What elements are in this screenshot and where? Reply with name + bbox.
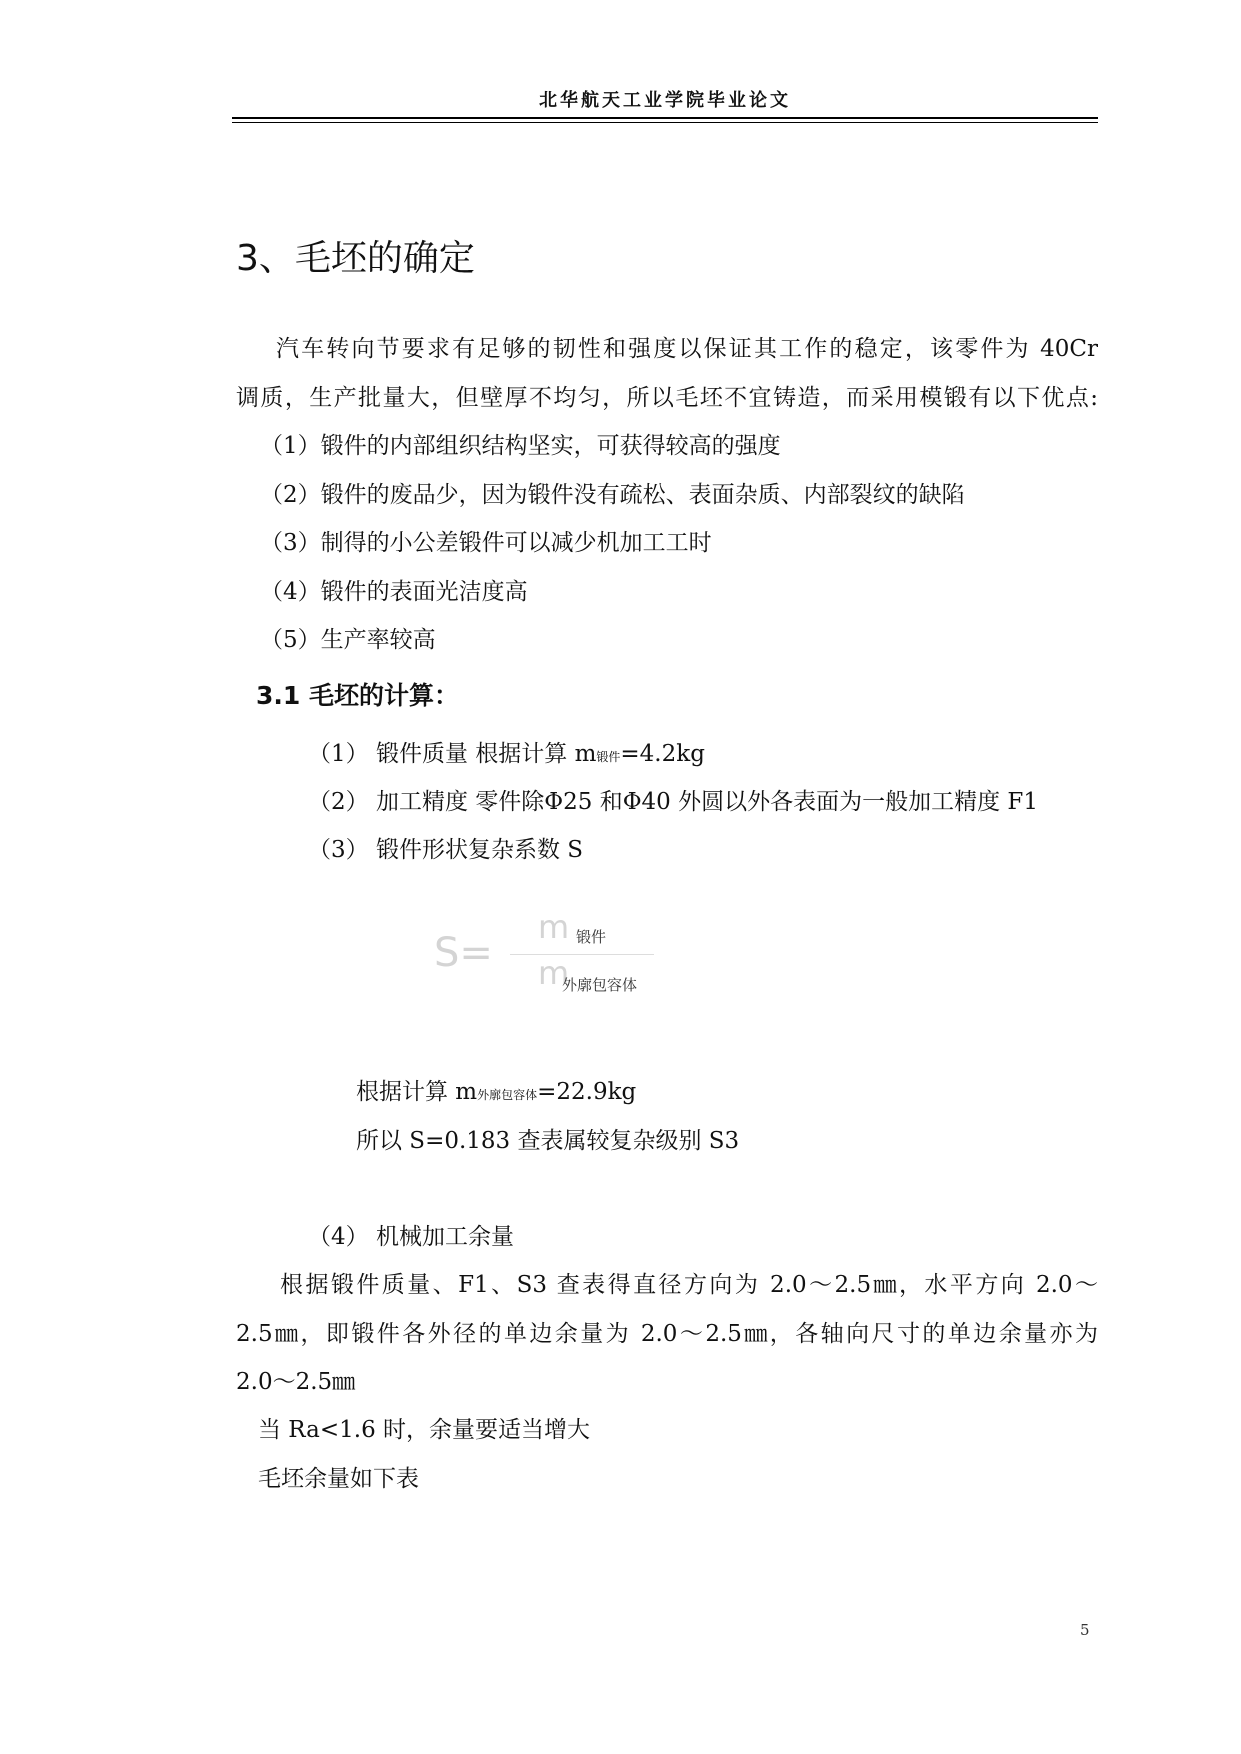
result-line-2: 所以 S=0.183 查表属较复杂级别 S3 <box>356 1128 740 1154</box>
complexity-formula <box>426 908 658 998</box>
header-rule-thin <box>232 122 1098 123</box>
allowance-text-line-1: 根据锻件质量、F1、S3 查表得直径方向为 2.0～2.5㎜，水平方向 2.0～ <box>280 1272 1098 1298</box>
advantage-item-1: （1）锻件的内部组织结构坚实，可获得较高的强度 <box>260 433 781 459</box>
formula-denominator-symbol: m <box>538 954 570 992</box>
formula-lhs: S= <box>434 930 493 976</box>
formula-fraction-bar <box>510 954 654 955</box>
page-number: 5 <box>1080 1621 1090 1639</box>
advantage-item-2: （2）锻件的废品少，因为锻件没有疏松、表面杂质、内部裂纹的缺陷 <box>260 482 965 508</box>
advantage-item-3: （3）制得的小公差锻件可以减少机加工工时 <box>260 530 712 556</box>
calc-item-2: （2） 加工精度 零件除Φ25 和Φ40 外圆以外各表面为一般加工精度 F1 <box>308 789 1039 815</box>
chapter-heading: 3、毛坯的确定 <box>236 238 475 279</box>
allowance-item-4: （4） 机械加工余量 <box>308 1224 514 1250</box>
allowance-note: 当 Ra<1.6 时，余量要适当增大 <box>258 1417 591 1443</box>
formula-denominator-label: 外廓包容体 <box>562 976 638 994</box>
result-line-1 <box>356 1073 636 1106</box>
result-line-1-text: 根据计算 m <box>356 1079 478 1105</box>
calc-item-1-subscript: 锻件 <box>596 750 621 764</box>
result-line-1-subscript: 外廓包容体 <box>477 1088 538 1102</box>
formula-numerator-label: 锻件 <box>576 928 607 946</box>
header-rule-thick <box>232 117 1098 119</box>
section-heading: 3.1 毛坯的计算： <box>256 681 459 710</box>
allowance-text-line-3: 2.0～2.5㎜ <box>236 1369 356 1395</box>
calc-item-3: （3） 锻件形状复杂系数 S <box>308 837 584 863</box>
page-header-title: 北华航天工业学院毕业论文 <box>539 90 791 111</box>
advantage-item-5: （5）生产率较高 <box>260 627 436 653</box>
result-line-1-value: =22.9kg <box>537 1079 637 1105</box>
calc-item-1-value: =4.2kg <box>620 741 705 767</box>
calc-item-1-text: （1） 锻件质量 根据计算 m <box>308 741 597 767</box>
calc-item-1 <box>308 735 705 768</box>
formula-numerator-symbol: m <box>538 908 570 946</box>
allowance-text-line-2: 2.5㎜，即锻件各外径的单边余量为 2.0～2.5㎜，各轴向尺寸的单边余量亦为 <box>236 1321 1098 1347</box>
intro-line-1: 汽车转向节要求有足够的韧性和强度以保证其工作的稳定，该零件为 40Cr <box>276 336 1098 362</box>
advantage-item-4: （4）锻件的表面光洁度高 <box>260 579 528 605</box>
intro-line-2: 调质，生产批量大，但壁厚不均匀，所以毛坯不宜铸造，而采用模锻有以下优点: <box>236 385 1098 411</box>
table-intro: 毛坯余量如下表 <box>258 1466 419 1492</box>
